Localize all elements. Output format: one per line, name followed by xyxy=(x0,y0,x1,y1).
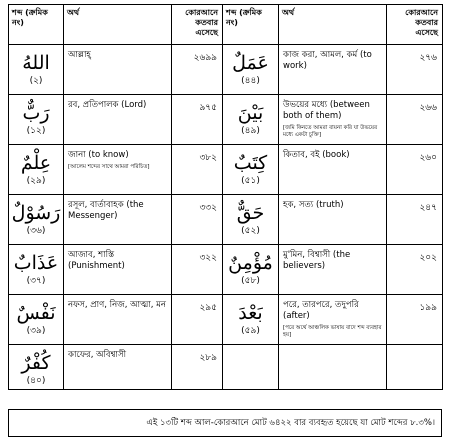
serial-number: (২) xyxy=(29,76,43,86)
serial-number: (৪৯) xyxy=(241,126,260,136)
left-word-cell xyxy=(9,195,64,245)
serial-number: (৪০) xyxy=(26,376,46,386)
table-row xyxy=(9,345,443,390)
right-meaning-cell xyxy=(279,145,387,195)
header-meaning-left: অর্থ xyxy=(64,5,172,45)
serial-number: (৫১) xyxy=(241,176,260,186)
header-count-right: কোরআনে কতবার এসেছে xyxy=(387,5,443,45)
meaning-text: পরে, তারপরে, তদুপরি (after) xyxy=(283,300,359,321)
right-word-cell xyxy=(223,295,279,345)
right-count-cell: ১৯৯ xyxy=(387,295,443,345)
left-count-cell: ২৯৫ xyxy=(172,295,223,345)
right-word-cell xyxy=(223,245,279,295)
meaning-text: নফস, প্রাণ, নিজ, আত্মা, মন xyxy=(68,300,166,310)
left-meaning-cell xyxy=(64,45,172,95)
arabic-word: عَذَابٌ xyxy=(13,252,59,274)
left-meaning-cell xyxy=(64,145,172,195)
right-count-cell: ২৬০ xyxy=(387,145,443,195)
arabic-word: عَمَلٌ xyxy=(232,52,269,74)
serial-number: (১২) xyxy=(26,126,46,136)
left-meaning-cell xyxy=(64,345,172,390)
table-row xyxy=(9,145,443,195)
meaning-text: আল্লাহ্ xyxy=(68,50,91,60)
right-count-cell: ২৬৬ xyxy=(387,95,443,145)
serial-number: (৪৪) xyxy=(241,76,260,86)
left-count-cell: ৩৮২ xyxy=(172,145,223,195)
right-meaning-cell xyxy=(279,245,387,295)
arabic-word: كُفْرٌ xyxy=(21,352,51,374)
left-count-cell: ৩২২ xyxy=(172,245,223,295)
serial-number: (৩৬) xyxy=(26,226,46,236)
arabic-word: بَيْنَ xyxy=(237,102,264,124)
left-meaning-cell xyxy=(64,245,172,295)
serial-number: (৩৭) xyxy=(26,276,46,286)
left-word-cell xyxy=(9,295,64,345)
header-word-right: শব্দ (ক্রমিক নং) xyxy=(223,5,279,45)
meaning-text: মু'মিন, বিশ্বাসী (the believers) xyxy=(283,250,351,271)
right-meaning-cell xyxy=(279,295,387,345)
serial-number: (৩৯) xyxy=(26,326,46,336)
left-word-cell xyxy=(9,345,64,390)
meaning-text: রব, প্রতিপালক (Lord) xyxy=(68,100,147,110)
arabic-word: مُؤْمِنٌ xyxy=(228,252,273,274)
left-meaning-cell xyxy=(64,195,172,245)
header-count-left: কোরআনে কতবার এসেছে xyxy=(172,5,223,45)
arabic-word: كِتَبٌ xyxy=(233,152,268,174)
meaning-text: কিতাব, বই (book) xyxy=(283,150,350,160)
right-word-cell xyxy=(223,145,279,195)
arabic-word: حَقٌّ xyxy=(236,202,265,224)
table-row xyxy=(9,195,443,245)
serial-number: (৫৯) xyxy=(241,326,260,336)
left-count-cell: ২৬৯৯ xyxy=(172,45,223,95)
meaning-text: কাফের, অবিশ্বাসী xyxy=(68,350,127,360)
meaning-text: কাজ করা, আমল, কর্ম (to work) xyxy=(283,50,372,71)
left-word-cell xyxy=(9,45,64,95)
meaning-text: হক, সত্য (truth) xyxy=(283,200,344,210)
right-meaning-cell xyxy=(279,45,387,95)
meaning-text: রসূল, বার্তাবাহক (the Messenger) xyxy=(68,200,144,221)
meaning-text: আজাব, শাস্তি (Punishment) xyxy=(68,250,125,271)
serial-number: (২৯) xyxy=(26,176,46,186)
meaning-text: জানা (to know) xyxy=(68,150,129,160)
right-word-cell xyxy=(223,345,279,390)
right-count-cell: ২৪৭ xyxy=(387,195,443,245)
right-meaning-cell xyxy=(279,195,387,245)
meaning-note: [জমি কিনতে আমরা বায়না করি যা উভয়ের মধ্যে একটা চুক্তি] xyxy=(283,125,378,138)
header-meaning-right: অর্থ xyxy=(279,5,387,45)
right-meaning-cell xyxy=(279,95,387,145)
left-word-cell xyxy=(9,245,64,295)
right-count-cell xyxy=(387,345,443,390)
table-row xyxy=(9,295,443,345)
table-row xyxy=(9,95,443,145)
arabic-word: رَبٌّ xyxy=(22,102,50,124)
right-word-cell xyxy=(223,45,279,95)
serial-number: (৫২) xyxy=(241,226,260,236)
header-word-left: শব্দ (ক্রমিক নং) xyxy=(9,5,64,45)
vocabulary-table xyxy=(8,4,443,390)
table-row xyxy=(9,245,443,295)
right-count-cell: ২৭৬ xyxy=(387,45,443,95)
left-meaning-cell xyxy=(64,95,172,145)
left-meaning-cell xyxy=(64,295,172,345)
meaning-note: [আলেম শব্দের সাথে আমরা পরিচিত] xyxy=(68,164,150,170)
table-row xyxy=(9,45,443,95)
header-row xyxy=(9,5,443,45)
serial-number: (৫৮) xyxy=(241,276,260,286)
left-count-cell: ৩৩২ xyxy=(172,195,223,245)
arabic-word: نَفْسٌ xyxy=(16,302,56,324)
summary-footer: এই ১৩টি শব্দ আল-কোরআনে মোট ৬৪২২ বার ব্যবহৃত হয়েছে যা মোট শব্দের ৮.৩%। xyxy=(8,409,442,437)
left-word-cell xyxy=(9,95,64,145)
left-count-cell: ৯৭৫ xyxy=(172,95,223,145)
right-count-cell: ২০২ xyxy=(387,245,443,295)
arabic-word: اللهُ xyxy=(22,52,50,74)
arabic-word: بَعْدَ xyxy=(238,302,263,324)
left-word-cell xyxy=(9,145,64,195)
right-word-cell xyxy=(223,195,279,245)
right-meaning-cell xyxy=(279,345,387,390)
meaning-note: [পরে অর্থে আঞ্চলিক ভাষায় বাদে শব্দ ব্যবহার হয়] xyxy=(283,325,382,338)
meaning-text: উভয়ের মধ্যে (between both of them) xyxy=(283,100,370,121)
left-count-cell: ২৮৯ xyxy=(172,345,223,390)
right-word-cell xyxy=(223,95,279,145)
arabic-word: عِلْمٌ xyxy=(20,152,52,174)
arabic-word: رَسُوْلٌ xyxy=(11,202,61,224)
